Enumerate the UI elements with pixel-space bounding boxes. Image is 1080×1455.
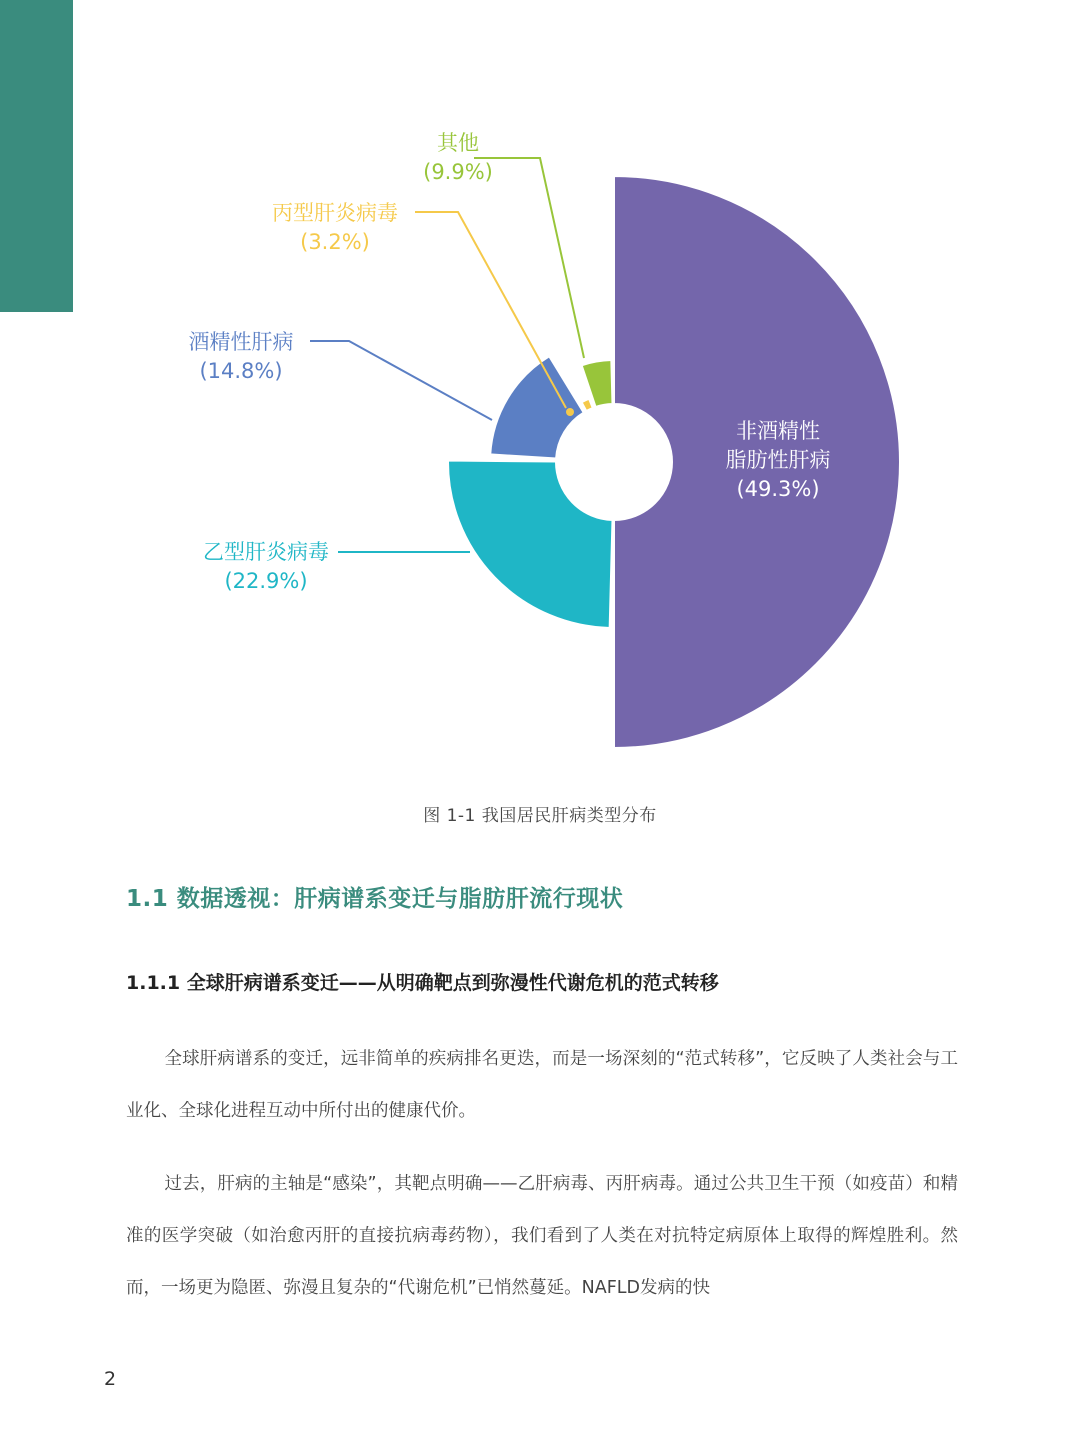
slice-alcoholic-name-label: 酒精性肝病 [188, 330, 294, 354]
slice-nafld-name-label: 非酒精性 [736, 419, 820, 443]
slice-nafld-value-label: (49.3%) [736, 477, 820, 501]
body-paragraph: 过去，肝病的主轴是“感染”，其靶点明确——乙肝病毒、丙肝病毒。通过公共卫生干预（如疫苗）和精准的医学突破（如治愈丙肝的直接抗病毒药物），我们看到了人类在对抗特定病原体上取得的辉煌胜利。然而，一场更为隐匿、弥漫且复杂的“代谢危机”已悄然蔓延。NAFLD发病的快 [126, 1174, 958, 1298]
slice-hbv-name-label: 乙型肝炎病毒 [203, 540, 329, 564]
slice-nafld-name-label: 脂肪性肝病 [725, 448, 831, 472]
slice-other-leader-line [474, 158, 584, 358]
slice-hbv [448, 461, 612, 628]
slice-other-name-label: 其他 [437, 131, 479, 155]
slice-hcv-marker [566, 408, 574, 416]
slice-alcoholic [490, 356, 583, 458]
slice-alcoholic-value-label: (14.8%) [199, 359, 283, 383]
section-title: 1.1 数据透视：肝病谱系变迁与脂肪肝流行现状 [126, 886, 624, 912]
body-paragraph: 全球肝病谱系的变迁，远非简单的疾病排名更迭，而是一场深刻的“范式转移”，它反映了人类社会与工业化、全球化进程互动中所付出的健康代价。 [126, 1049, 958, 1121]
slice-hcv-name-label: 丙型肝炎病毒 [272, 201, 398, 225]
subsection-title: 1.1.1 全球肝病谱系变迁——从明确靶点到弥漫性代谢危机的范式转移 [126, 972, 719, 994]
page-number: 2 [104, 1368, 117, 1390]
slice-other-value-label: (9.9%) [423, 160, 493, 184]
slice-hbv-value-label: (22.9%) [224, 569, 308, 593]
figure-caption: 图 1-1 我国居民肝病类型分布 [423, 806, 657, 826]
slice-hcv-value-label: (3.2%) [300, 230, 370, 254]
slice-alcoholic-leader-line [310, 341, 492, 420]
slice-hcv [582, 399, 593, 411]
